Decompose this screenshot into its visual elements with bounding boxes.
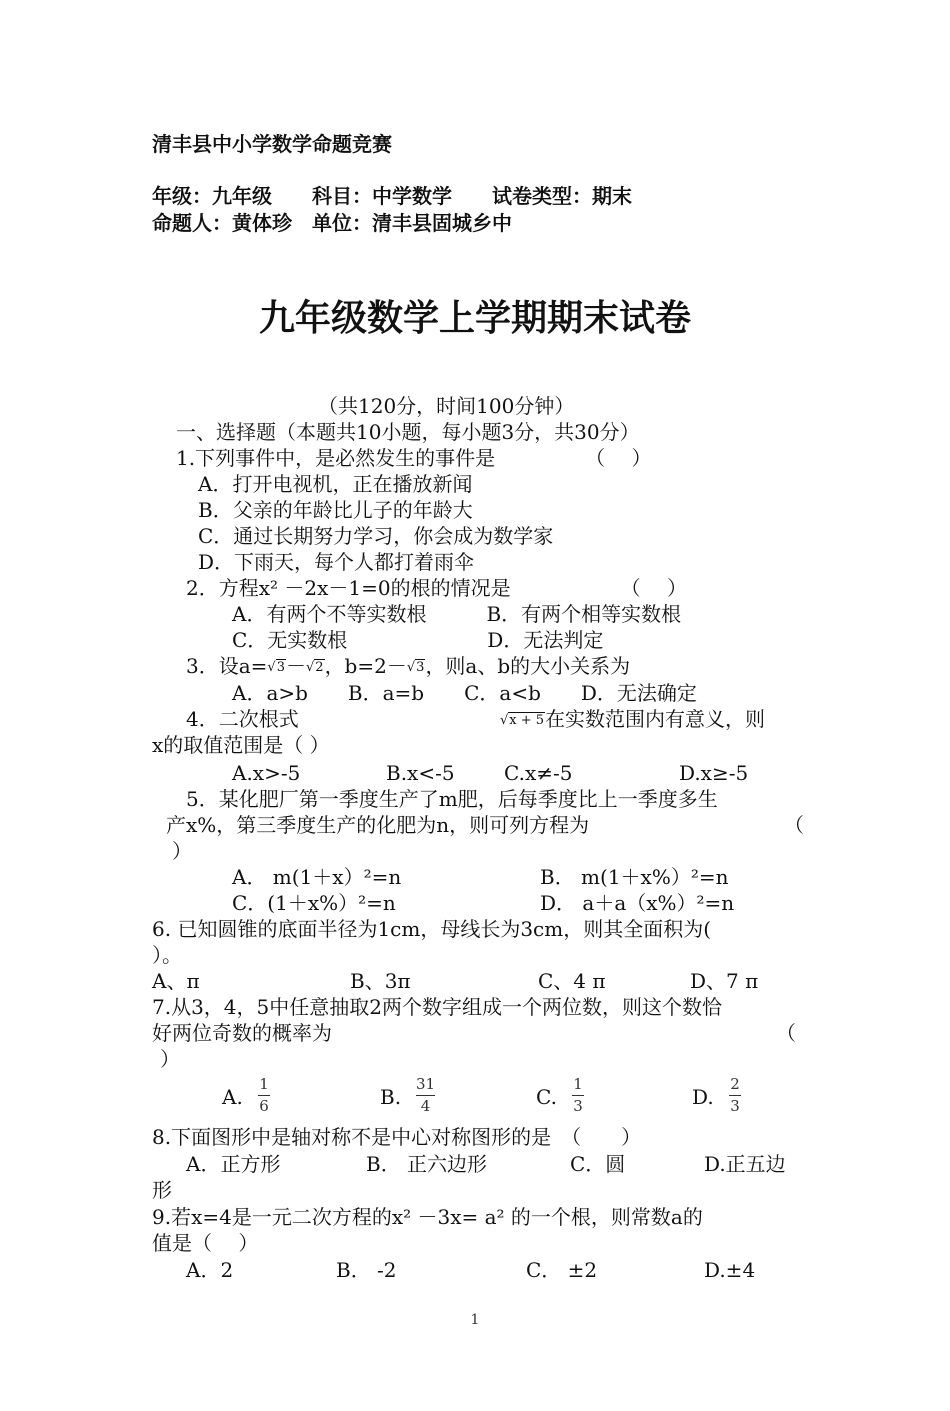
q3-text-part1: 3．设a= [186,654,268,678]
q7-paren-close: ） [160,1047,180,1071]
q8-option-a: A．正方形 [186,1152,281,1176]
q6-line1: 6. 已知圆锥的底面半径为1cm，母线长为3cm，则其全面积为( [152,917,712,941]
q7-option-a-fraction [258,1076,270,1115]
q1-option-b: B．父亲的年龄比儿子的年龄大 [198,498,473,522]
q7-option-d-label: D. [692,1085,714,1109]
q6-option-c: C、4 π [538,969,606,993]
q3-text-part2: － [285,654,306,678]
sqrt-x-plus-5: √x + 5 [500,713,545,728]
q7-line2: 好两位奇数的概率为 [152,1021,332,1045]
fraction-bar [729,1095,741,1096]
q7-paren-open: （ [776,1021,796,1045]
q6-line2: ）。 [152,943,182,967]
q9-option-c: C． ±2 [526,1258,598,1282]
q8-option-d-wrap: 形 [152,1178,172,1202]
q8-option-c: C．圆 [570,1152,626,1176]
q8-option-d: D.正五边 [704,1152,786,1176]
q9-option-a: A．2 [186,1258,234,1282]
q1-option-d: D．下雨天，每个人都打着雨伞 [198,550,475,574]
q4-option-c: C.x≠-5 [504,761,573,785]
section-heading: 一、选择题（本题共10小题，每小题3分，共30分） [176,420,640,444]
fraction-bar [416,1095,435,1096]
q8-stem: 8.下面图形中是轴对称不是中心对称图形的是 （ ） [152,1125,642,1149]
q4-line2: x的取值范围是（ ） [152,733,330,757]
numerator: 31 [416,1075,436,1093]
q5-paren-close: ） [172,839,192,863]
radicand: 2 [315,660,324,675]
q9-option-d: D.±4 [704,1258,756,1282]
q5-option-a: A． m(1＋x）²=n [232,865,402,889]
q8-option-b: B． 正六边形 [366,1152,488,1176]
q7-option-c-label: C. [536,1085,557,1109]
q4-stem: 4．二次根式 [186,707,299,731]
q3-text-part4: ，则a、b的大小关系为 [425,654,631,678]
numerator: 1 [573,1075,583,1093]
q4-tail-text: 在实数范围内有意义，则 [545,707,766,731]
q1-stem: 1.下列事件中，是必然发生的事件是 （ ） [176,446,652,470]
q7-option-b-fraction [416,1076,435,1115]
exam-info-line2: 命题人：黄体珍 单位：清丰县固城乡中 [152,211,512,235]
denominator: 6 [259,1097,269,1115]
denominator: 3 [730,1097,740,1115]
q2-options-ab: A．有两个不等实数根 B．有两个相等实数根 [232,602,682,626]
q6-option-b: B、3π [350,969,411,993]
q5-option-c: C．(1＋x%）²=n [232,891,396,915]
numerator: 1 [259,1075,269,1093]
q7-option-a-label: A. [222,1085,243,1109]
q5-line1: 5．某化肥厂第一季度生产了m肥，后每季度比上一季度多生 [186,787,718,811]
sqrt-2: √2 [305,660,324,675]
q5-option-b: B． m(1＋x%）²=n [540,865,729,889]
q3-stem [186,653,630,681]
q4-option-a: A.x>-5 [232,761,301,785]
contest-name: 清丰县中小学数学命题竞赛 [152,132,392,156]
page-title: 九年级数学上学期期末试卷 [258,298,691,339]
exam-subtitle: （共120分，时间100分钟） [318,394,575,418]
fraction-bar [258,1095,270,1096]
q5-option-d: D． a＋a（x%）²=n [540,891,735,915]
q4-option-b: B.x<-5 [386,761,455,785]
q9-line1: 9.若x=4是一元二次方程的x² －3x= a² 的一个根，则常数a的 [152,1205,703,1229]
sqrt-3-b: √3 [406,660,425,675]
q4-stem-tail [500,706,765,734]
q3-text-part3: ，b=2－ [324,654,407,678]
q4-option-d: D.x≥-5 [679,761,749,785]
q9-line2: 值是（ ） [152,1231,259,1255]
q6-option-a: A、π [152,969,200,993]
q7-line1: 7.从3，4，5中任意抽取2两个数字组成一个两位数，则这个数恰 [152,995,722,1019]
sqrt-3-a: √3 [267,660,285,675]
q6-option-d: D、7 π [690,969,759,993]
exam-info-line1: 年级：九年级 科目：中学数学 试卷类型：期末 [152,184,632,208]
q1-option-c: C．通过长期努力学习，你会成为数学家 [198,524,554,548]
q5-paren-open: （ [784,813,804,837]
page-number: 1 [470,1312,480,1328]
q3-options: A．a>b B．a=b C．a<b D．无法确定 [232,681,697,705]
q7-option-c-fraction [572,1076,584,1115]
q2-options-cd: C．无实数根 D．无法判定 [232,628,604,652]
q2-stem: 2．方程x² －2x－1=0的根的情况是 （ ） [186,576,687,600]
denominator: 4 [420,1097,431,1115]
q7-option-b-label: B. [380,1085,402,1109]
q9-option-b: B． -2 [336,1258,397,1282]
q7-option-d-fraction [729,1076,741,1115]
denominator: 3 [573,1097,583,1115]
numerator: 2 [730,1075,740,1093]
q1-option-a: A．打开电视机，正在播放新闻 [198,472,473,496]
radicand: 3 [416,660,425,675]
q5-line2: 产x%，第三季度生产的化肥为n，则可列方程为 [166,813,590,837]
radicand: 3 [276,660,285,675]
fraction-bar [572,1095,584,1096]
radicand: x + 5 [509,713,545,728]
